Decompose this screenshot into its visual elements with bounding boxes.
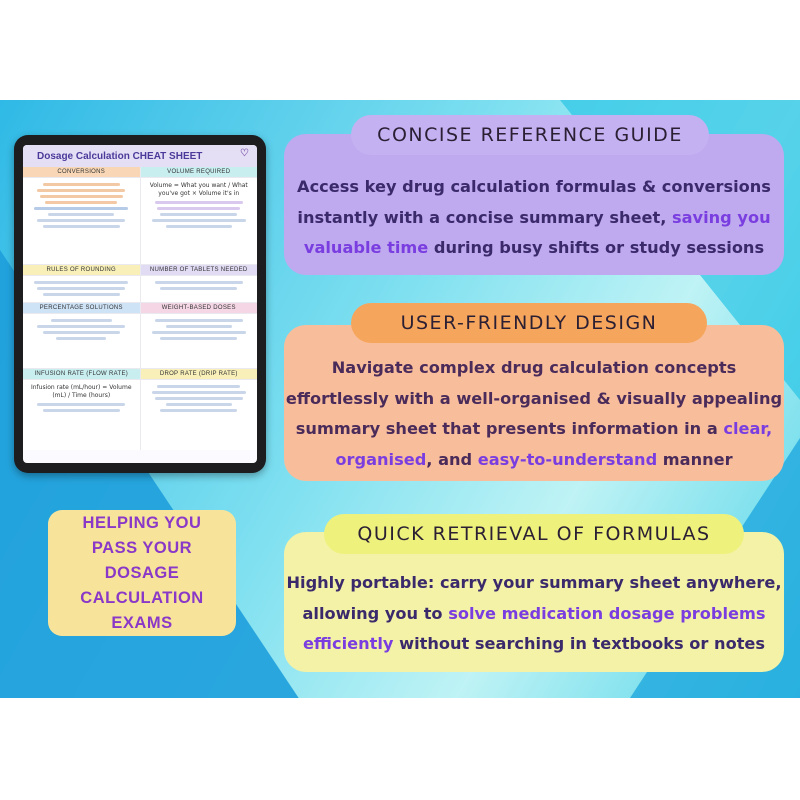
- card-text: instantly with a concise summary sheet,: [297, 207, 672, 227]
- conversions-content: [23, 178, 140, 264]
- infusion-formula: Infusion rate (mL/hour) = Volume (mL) / Time (hours): [30, 384, 132, 399]
- card-title: CONCISE REFERENCE GUIDE: [351, 115, 709, 155]
- exam-help-line: CALCULATION: [80, 588, 204, 607]
- card-highlight: valuable time: [303, 238, 429, 257]
- section-rules-of-rounding: RULES OF ROUNDING: [23, 265, 140, 275]
- tablets-content: [141, 276, 258, 302]
- rounding-content: [23, 276, 140, 302]
- card-description: [284, 353, 784, 475]
- card-description: [284, 172, 784, 264]
- card-text: Navigate complex drug calculation concepts: [331, 358, 737, 377]
- card-highlight: saving you: [671, 207, 771, 227]
- card-text: Access key drug calculation formulas & conversions: [297, 177, 771, 196]
- drop-rate-content: [141, 380, 258, 450]
- card-text: manner: [657, 449, 733, 469]
- card-highlight: clear,: [723, 419, 773, 438]
- cheat-sheet-grid: [23, 167, 257, 450]
- card-highlight: efficiently: [302, 634, 394, 653]
- card-text: Highly portable: carry your summary sheet anywhere,: [286, 573, 782, 592]
- section-drop-rate: DROP RATE (DRIP RATE): [141, 369, 258, 379]
- exam-help-line: HELPING YOU: [82, 513, 202, 532]
- section-conversions: CONVERSIONS: [23, 167, 140, 177]
- card-description: [284, 568, 784, 660]
- card-highlight: solve medication dosage problems: [448, 603, 766, 623]
- card-text: without searching in textbooks or notes: [393, 634, 766, 653]
- infusion-content: [23, 380, 140, 450]
- section-infusion-rate: INFUSION RATE (FLOW RATE): [23, 369, 140, 379]
- section-percentage-solutions: PERCENTAGE SOLUTIONS: [23, 303, 140, 313]
- user-friendly-design-card: [284, 312, 784, 481]
- weight-content: [141, 314, 258, 368]
- tablet-mockup: [14, 135, 266, 473]
- section-tablets-needed: NUMBER OF TABLETS NEEDED: [141, 265, 258, 275]
- exam-help-badge: [48, 510, 236, 636]
- card-title: QUICK RETRIEVAL OF FORMULAS: [324, 514, 744, 554]
- exam-help-line: EXAMS: [111, 613, 173, 632]
- section-volume-required: VOLUME REQUIRED: [141, 167, 258, 177]
- concise-reference-card: [284, 124, 784, 275]
- volume-formula: Volume = What you want / What you've got × Volume it's in: [149, 182, 248, 197]
- exam-help-line: PASS YOUR: [91, 538, 193, 557]
- cheat-sheet-preview: [23, 145, 257, 463]
- exam-help-text: [80, 511, 203, 636]
- percentage-content: [23, 314, 140, 368]
- section-weight-based-doses: WEIGHT-BASED DOSES: [141, 303, 258, 313]
- card-highlight: organised: [335, 449, 427, 469]
- card-text: summary sheet that presents information in a: [295, 419, 724, 438]
- card-text: effortlessly with a well-organised & visually appealing: [285, 388, 783, 408]
- banner-background: [0, 100, 800, 698]
- cheat-sheet-title: [23, 145, 257, 167]
- card-text: during busy shifts or study sessions: [428, 238, 765, 257]
- brand-logo-icon: ♡: [240, 148, 249, 159]
- quick-retrieval-card: [284, 523, 784, 672]
- card-highlight: easy-to-understand: [477, 449, 658, 469]
- card-text: allowing you to: [302, 603, 449, 623]
- cheat-sheet-title-text: Dosage Calculation CHEAT SHEET: [37, 150, 203, 162]
- card-text: , and: [426, 449, 478, 469]
- volume-required-content: [141, 178, 258, 264]
- card-title: USER-FRIENDLY DESIGN: [351, 303, 707, 343]
- exam-help-line: DOSAGE: [104, 563, 180, 582]
